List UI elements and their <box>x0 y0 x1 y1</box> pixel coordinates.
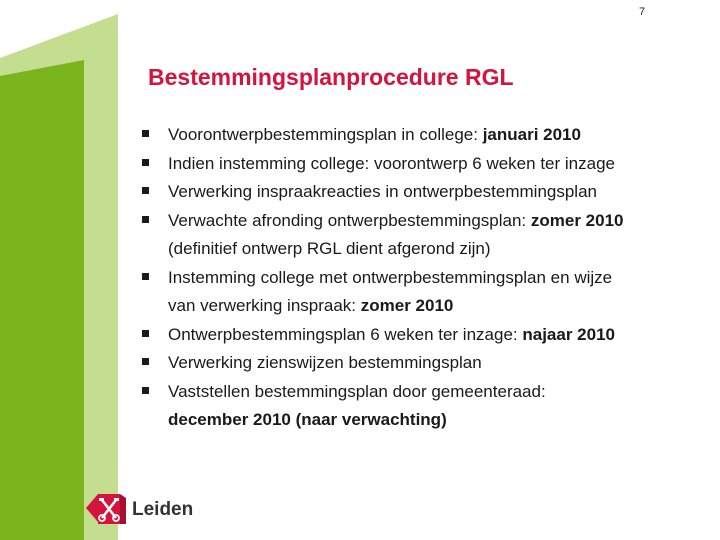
bullet-continuation: (definitief ontwerp RGL dient afgerond zijn) <box>168 239 491 258</box>
logo-wordmark: Leiden <box>132 499 194 520</box>
bullet-text: Indien instemming college: voorontwerp 6 weken ter inzage <box>168 153 615 173</box>
page-number: 7 <box>638 6 646 18</box>
bullet-text: Voorontwerpbestemmingsplan in college: <box>168 125 483 144</box>
bullet-item <box>142 121 712 150</box>
bullet-square-icon <box>142 273 149 280</box>
bullet-date: zomer 2010 <box>360 296 454 315</box>
bullet-text: Ontwerpbestemmingsplan 6 weken ter inzage: <box>168 324 523 344</box>
bullet-item <box>142 349 712 378</box>
bullet-square-icon <box>142 330 149 337</box>
bullet-text: Verwerking inspraakreacties in ontwerpbestemmingsplan <box>168 182 597 201</box>
bullet-square-icon <box>142 358 149 365</box>
bullet-text: Verwerking zienswijzen bestemmingsplan <box>168 353 482 372</box>
bullet-date: januari 2010 <box>482 125 581 144</box>
bullet-text: Vaststellen bestemmingsplan door gemeenteraad: <box>168 381 546 401</box>
bullet-item <box>142 321 712 350</box>
bullet-date: najaar 2010 <box>522 324 615 344</box>
bullet-item <box>142 264 712 321</box>
bullet-item <box>142 178 712 207</box>
bullet-list <box>142 121 712 435</box>
bullet-square-icon <box>142 130 149 137</box>
bullet-item <box>142 150 712 179</box>
bullet-date: zomer 2010 <box>530 210 624 230</box>
bullet-square-icon <box>142 187 149 194</box>
slide-title: Bestemmingsplanprocedure RGL <box>148 64 514 90</box>
bullet-item <box>142 378 712 435</box>
bullet-text: Verwachte afronding ontwerpbestemmingsplan: <box>168 210 531 230</box>
leiden-keys-emblem-icon <box>84 488 126 530</box>
bullet-item <box>142 207 712 264</box>
bullet-square-icon <box>142 159 149 166</box>
bullet-square-icon <box>142 216 149 223</box>
bullet-text: Instemming college met ontwerpbestemmingsplan en wijze <box>168 267 613 287</box>
bullet-date: december 2010 (naar verwachting) <box>168 410 447 429</box>
bullet-square-icon <box>142 387 149 394</box>
bullet-continuation: van verwerking inspraak: <box>168 296 361 315</box>
